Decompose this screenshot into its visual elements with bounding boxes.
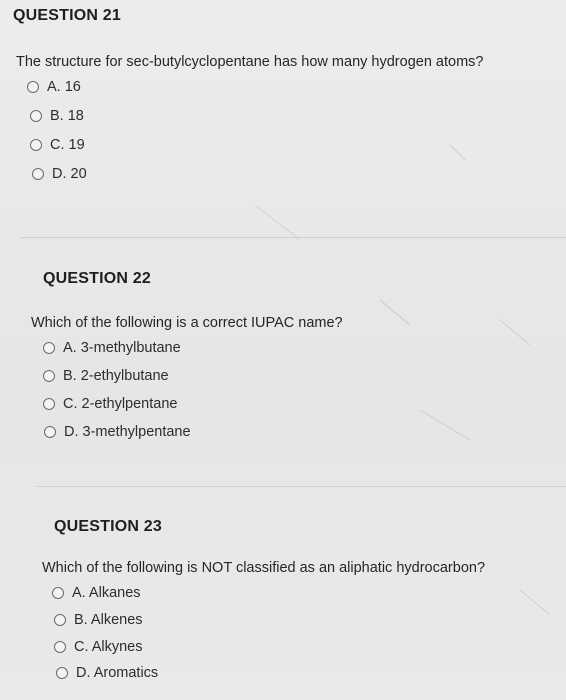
question-21-option-b[interactable] <box>30 108 84 124</box>
radio-icon[interactable] <box>30 110 42 122</box>
question-23-title: QUESTION 23 <box>54 518 163 535</box>
question-22-prompt: Which of the following is a correct IUPAC name? <box>31 315 343 331</box>
option-label: C. Alkynes <box>74 639 143 655</box>
question-21-option-a[interactable] <box>27 79 81 95</box>
option-label: B. 18 <box>50 108 84 124</box>
option-label: D. 3-methylpentane <box>64 424 191 440</box>
option-label: D. 20 <box>52 166 87 182</box>
radio-icon[interactable] <box>43 342 55 354</box>
option-label: D. Aromatics <box>76 665 159 681</box>
radio-icon[interactable] <box>52 587 64 599</box>
option-label: B. 2-ethylbutane <box>63 368 169 384</box>
radio-icon[interactable] <box>54 641 66 653</box>
radio-icon[interactable] <box>32 168 44 180</box>
question-22-option-a[interactable] <box>43 340 181 356</box>
radio-icon[interactable] <box>43 398 55 410</box>
radio-icon[interactable] <box>27 81 39 93</box>
option-label: B. Alkenes <box>74 612 143 628</box>
question-21-title: QUESTION 21 <box>13 7 122 24</box>
question-22-title: QUESTION 22 <box>43 270 152 287</box>
question-23-option-b[interactable] <box>54 612 143 628</box>
question-22-option-c[interactable] <box>43 396 177 412</box>
divider <box>20 237 566 238</box>
radio-icon[interactable] <box>43 370 55 382</box>
question-23-prompt: Which of the following is NOT classified as an aliphatic hydrocarbon? <box>42 560 486 576</box>
radio-icon[interactable] <box>30 139 42 151</box>
question-21-option-c[interactable] <box>30 137 85 153</box>
option-label: A. 3-methylbutane <box>63 340 181 356</box>
question-23-option-a[interactable] <box>52 585 141 601</box>
question-21-prompt: The structure for sec-butylcyclopentane has how many hydrogen atoms? <box>16 54 484 70</box>
radio-icon[interactable] <box>44 426 56 438</box>
question-22-option-d[interactable] <box>44 424 191 440</box>
radio-icon[interactable] <box>56 667 68 679</box>
question-23-option-c[interactable] <box>54 639 143 655</box>
question-21-option-d[interactable] <box>32 166 87 182</box>
question-22-option-b[interactable] <box>43 368 169 384</box>
radio-icon[interactable] <box>54 614 66 626</box>
option-label: A. 16 <box>47 79 81 95</box>
divider <box>36 486 566 487</box>
option-label: C. 2-ethylpentane <box>63 396 178 412</box>
question-23-option-d[interactable] <box>56 665 158 681</box>
option-label: A. Alkanes <box>72 585 141 601</box>
option-label: C. 19 <box>50 137 85 153</box>
